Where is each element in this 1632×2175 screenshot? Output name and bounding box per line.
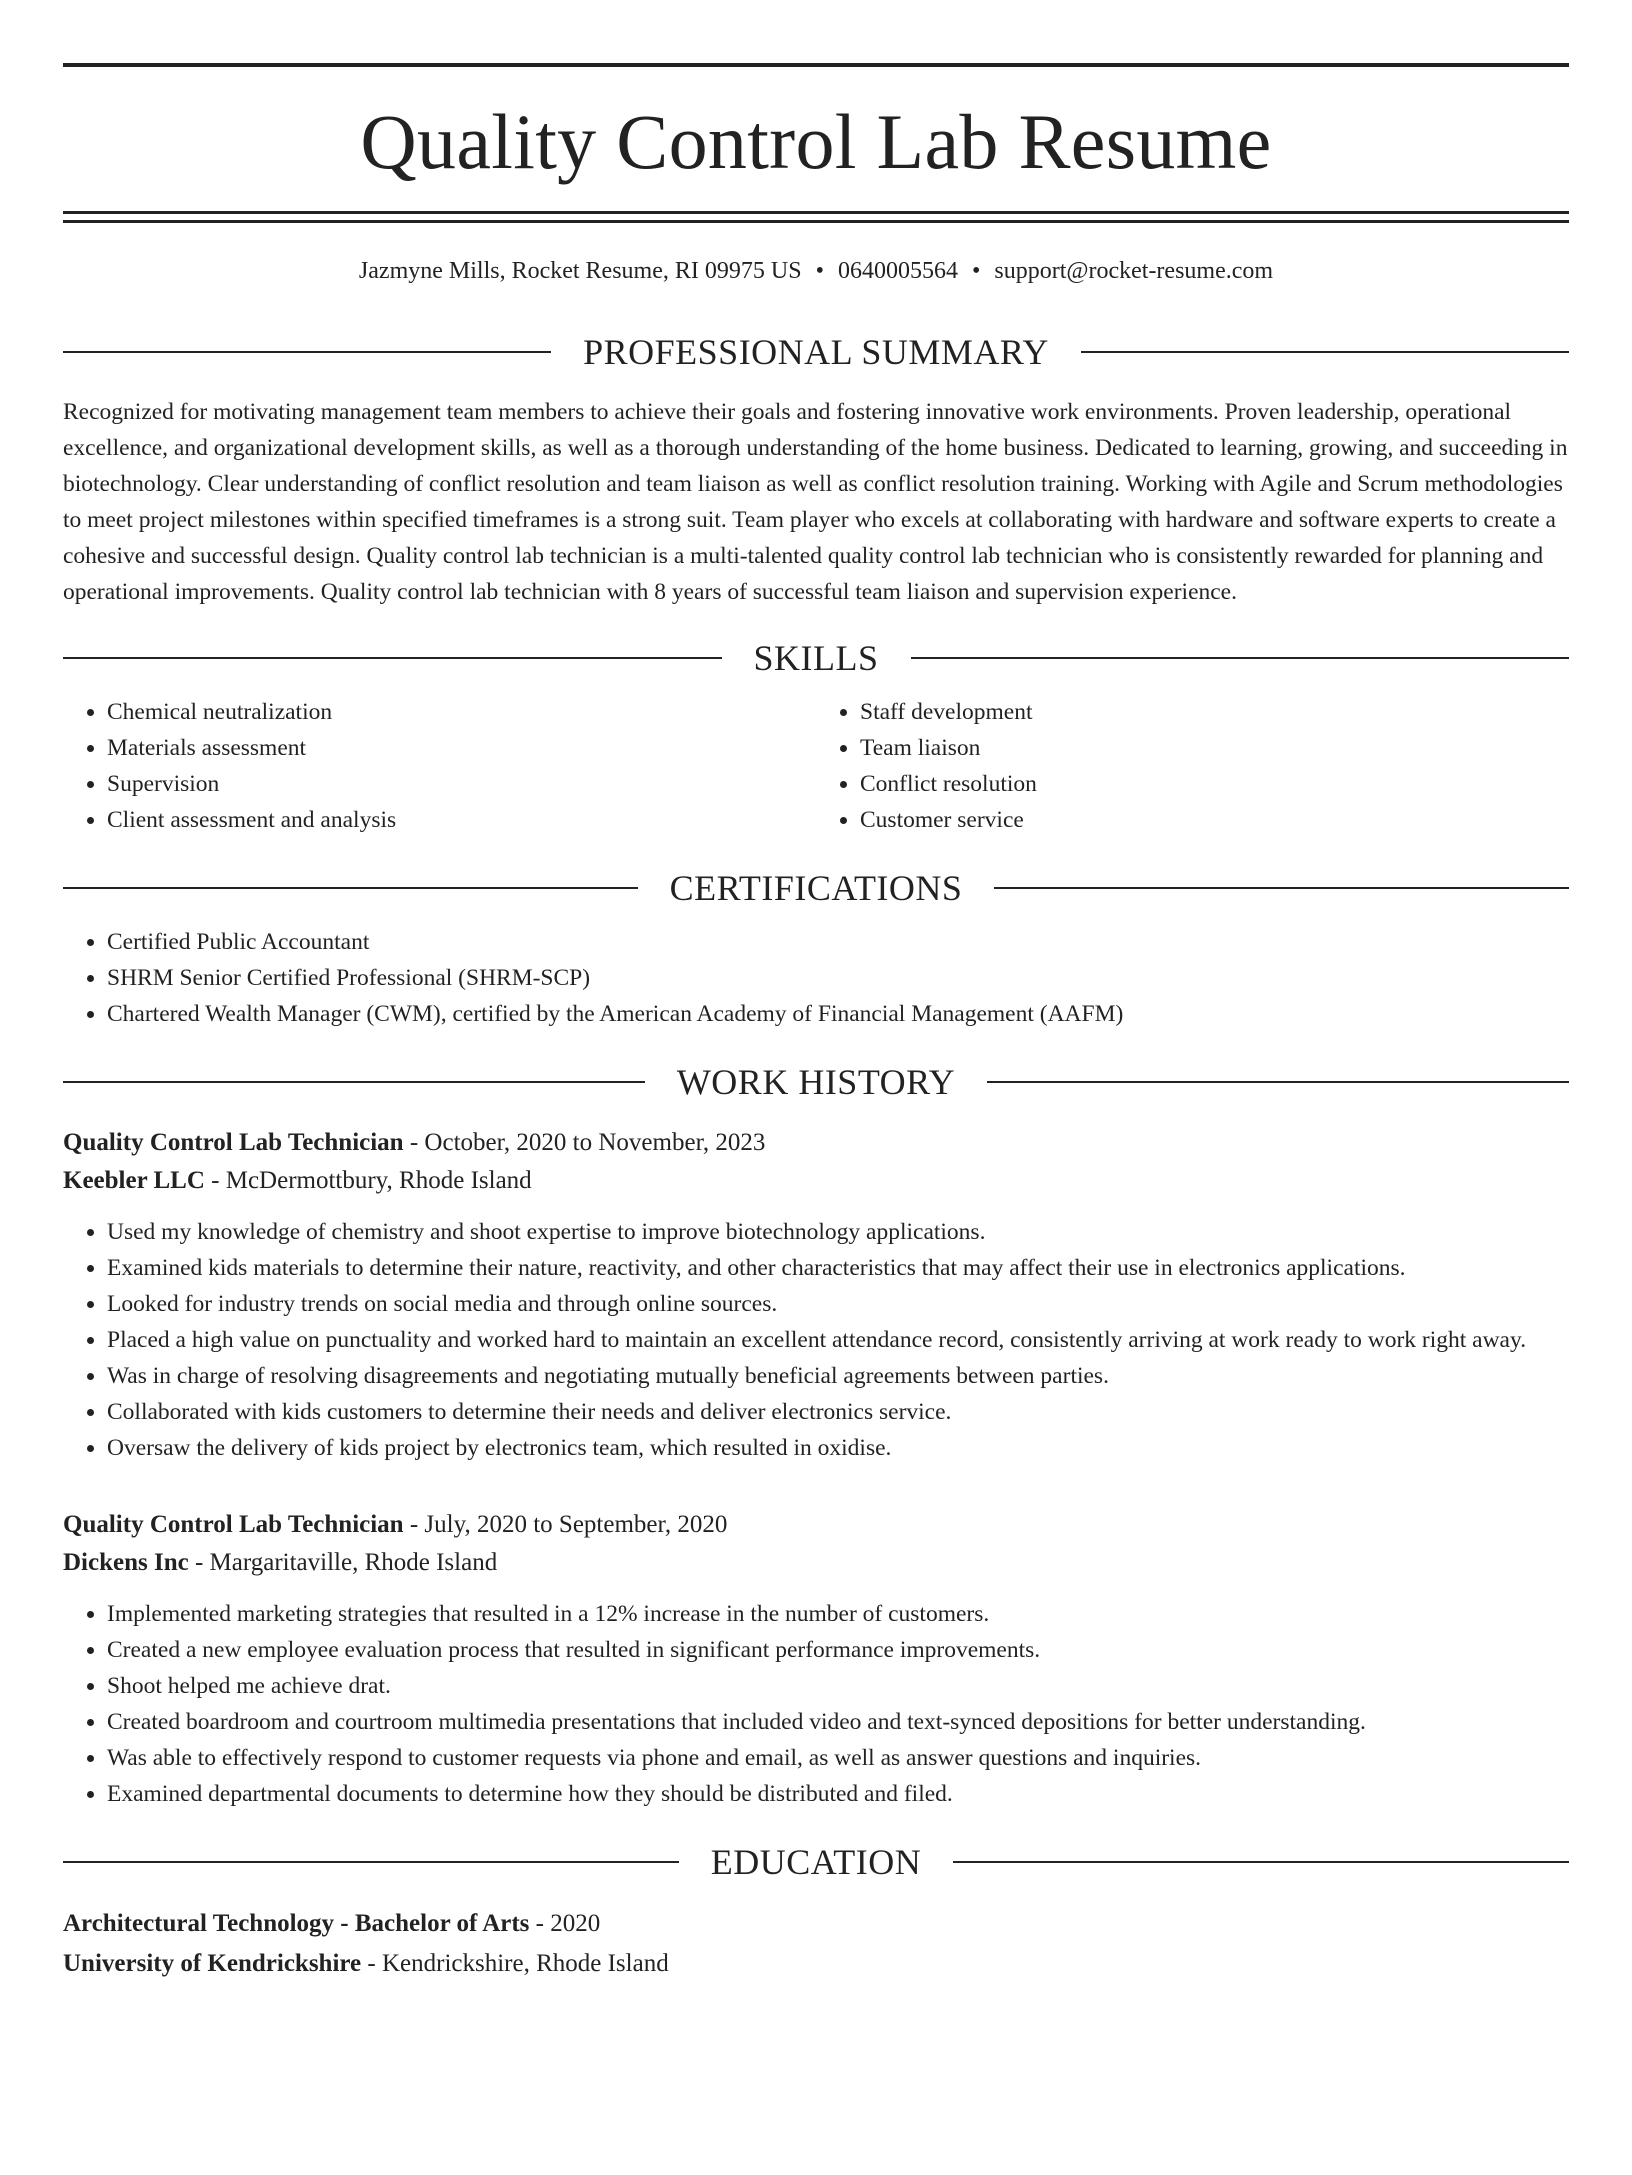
skills-list-right [816, 694, 1569, 838]
education-location: - Kendrickshire, Rhode Island [361, 1949, 669, 1977]
skill-item: • Staff development [860, 694, 1569, 730]
certifications-section-header [63, 867, 1569, 908]
job-bullet: • Examined departmental documents to determine how they should be distributed and filed. [107, 1776, 1569, 1812]
section-rule [63, 1861, 679, 1863]
job-bullets [63, 1214, 1569, 1466]
skills-heading: SKILLS [753, 637, 879, 678]
section-rule [63, 351, 551, 353]
skill-item: • Materials assessment [107, 730, 816, 766]
job-bullet: • Created a new employee evaluation process that resulted in significant performance improvements. [107, 1632, 1569, 1668]
education-school-line [63, 1944, 1569, 1984]
job-dates: - October, 2020 to November, 2023 [403, 1128, 766, 1156]
job-location: - Margaritaville, Rhode Island [188, 1548, 498, 1576]
job-bullet: • Created boardroom and courtroom multimedia presentations that included video and text-synced depositions for better understanding. [107, 1704, 1569, 1740]
job-bullet: • Shoot helped me achieve drat. [107, 1668, 1569, 1704]
summary-text: Recognized for motivating management team members to achieve their goals and fostering innovative work environments. Proven leadership, operational excellence, and organizational development skills, as well as a thorough understanding of the home business. Dedicated to learning, growing, and succeeding in biotechnology. Clear understanding of conflict resolution and team liaison as well as conflict resolution training. Working with Agile and Scrum methodologies to meet project milestones within specified timeframes is a strong suit. Team player who excels at collaborating with hardware and software experts to create a cohesive and successful design. Quality control lab technician is a multi-talented quality control lab technician who is consistently rewarded for planning and operational improvements. Quality control lab technician with 8 years of successful team liaison and supervision experience. [63, 398, 1568, 605]
education-school: University of Kendrickshire [63, 1949, 362, 1977]
title-double-rule [63, 211, 1569, 223]
job-bullet: • Placed a high value on punctuality and worked hard to maintain an excellent attendance record, consistently arriving at work ready to work right away. [107, 1322, 1569, 1358]
work-heading: WORK HISTORY [676, 1061, 956, 1102]
contact-separator: • [815, 258, 824, 284]
skill-item: • Customer service [860, 802, 1569, 838]
certifications-heading: CERTIFICATIONS [669, 867, 963, 908]
job-bullet: • Collaborated with kids customers to determine their needs and deliver electronics service. [107, 1394, 1569, 1430]
job-bullet: • Looked for industry trends on social media and through online sources. [107, 1286, 1569, 1322]
job-title-line [63, 1124, 1569, 1162]
job-bullet: • Oversaw the delivery of kids project by electronics team, which resulted in oxidise. [107, 1430, 1569, 1466]
section-rule [953, 1861, 1569, 1863]
job-dates: - July, 2020 to September, 2020 [403, 1510, 728, 1538]
job-bullet: • Was able to effectively respond to customer requests via phone and email, as well as answer questions and inquiries. [107, 1740, 1569, 1776]
top-rule [63, 63, 1569, 67]
education-year: - 2020 [529, 1909, 601, 1937]
job-title: Quality Control Lab Technician [63, 1128, 404, 1156]
education-section-header [63, 1841, 1569, 1882]
section-rule [987, 1081, 1569, 1083]
certification-item: • Chartered Wealth Manager (CWM), certified by the American Academy of Financial Management (AAFM) [107, 996, 1569, 1032]
section-rule [1081, 351, 1569, 353]
contact-address: Jazmyne Mills, Rocket Resume, RI 09975 US [358, 258, 802, 284]
job-company: Keebler LLC [63, 1166, 205, 1194]
certifications-list [63, 924, 1569, 1032]
certification-item: • Certified Public Accountant [107, 924, 1569, 960]
job-bullet: • Was in charge of resolving disagreements and negotiating mutually beneficial agreements between parties. [107, 1358, 1569, 1394]
job-entry [63, 1124, 1569, 1466]
section-rule [994, 887, 1569, 889]
job-bullet: • Examined kids materials to determine their nature, reactivity, and other characteristics that may affect their use in electronics applications. [107, 1250, 1569, 1286]
section-rule [63, 1081, 645, 1083]
job-location: - McDermottbury, Rhode Island [204, 1166, 532, 1194]
document-title: Quality Control Lab Resume [360, 98, 1272, 185]
education-degree: Architectural Technology - Bachelor of Arts [63, 1909, 530, 1937]
job-company-line [63, 1544, 1569, 1582]
contact-email: support@rocket-resume.com [994, 258, 1274, 284]
summary-section-header [63, 331, 1569, 372]
skills-grid [63, 694, 1569, 838]
job-bullet: • Used my knowledge of chemistry and shoot expertise to improve biotechnology applications. [107, 1214, 1569, 1250]
skills-list-left [63, 694, 816, 838]
job-entry [63, 1506, 1569, 1812]
certification-item: • SHRM Senior Certified Professional (SHRM-SCP) [107, 960, 1569, 996]
job-company-line [63, 1162, 1569, 1200]
education-heading: EDUCATION [710, 1841, 922, 1882]
skill-item: • Chemical neutralization [107, 694, 816, 730]
skill-item: • Team liaison [860, 730, 1569, 766]
job-bullet: • Implemented marketing strategies that resulted in a 12% increase in the number of customers. [107, 1596, 1569, 1632]
skill-item: • Conflict resolution [860, 766, 1569, 802]
contact-phone: 0640005564 [837, 258, 958, 284]
resume-page [0, 63, 1632, 2175]
job-title-line [63, 1506, 1569, 1544]
education-entry [63, 1904, 1569, 1984]
skill-item: • Client assessment and analysis [107, 802, 816, 838]
section-rule [63, 887, 638, 889]
job-title: Quality Control Lab Technician [63, 1510, 404, 1538]
job-bullets [63, 1596, 1569, 1812]
work-section-header [63, 1061, 1569, 1102]
skill-item: • Supervision [107, 766, 816, 802]
job-company: Dickens Inc [63, 1548, 189, 1576]
skills-section-header [63, 637, 1569, 678]
section-rule [911, 657, 1570, 659]
contact-separator: • [971, 258, 981, 284]
summary-heading: PROFESSIONAL SUMMARY [583, 331, 1049, 372]
section-rule [63, 657, 722, 659]
contact-line [63, 257, 1569, 286]
education-degree-line [63, 1904, 1569, 1944]
